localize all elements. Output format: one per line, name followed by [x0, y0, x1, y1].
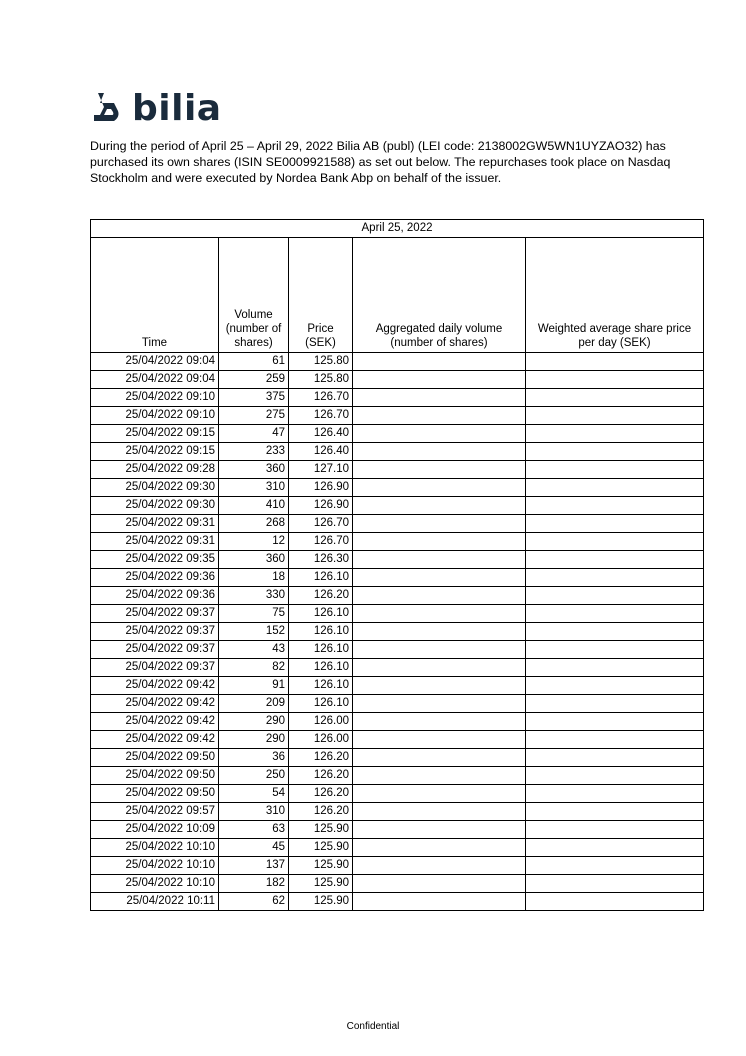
volume-cell: 54 [219, 785, 289, 803]
volume-cell: 290 [219, 731, 289, 749]
volume-cell: 259 [219, 371, 289, 389]
weighted-price-cell [526, 749, 704, 767]
volume-cell: 152 [219, 623, 289, 641]
aggregated-volume-cell [353, 425, 526, 443]
time-cell: 25/04/2022 09:42 [91, 677, 219, 695]
aggregated-volume-cell [353, 821, 526, 839]
volume-cell: 182 [219, 875, 289, 893]
aggregated-volume-cell [353, 785, 526, 803]
weighted-price-cell [526, 713, 704, 731]
price-cell: 125.90 [289, 821, 353, 839]
weighted-price-cell [526, 893, 704, 911]
weighted-price-cell [526, 479, 704, 497]
table-row [91, 425, 704, 443]
volume-cell: 360 [219, 461, 289, 479]
price-cell: 125.90 [289, 875, 353, 893]
volume-cell: 250 [219, 767, 289, 785]
time-cell: 25/04/2022 09:15 [91, 443, 219, 461]
price-cell: 125.90 [289, 893, 353, 911]
weighted-price-cell [526, 731, 704, 749]
time-cell: 25/04/2022 09:37 [91, 659, 219, 677]
table-row [91, 479, 704, 497]
table-row [91, 497, 704, 515]
volume-cell: 82 [219, 659, 289, 677]
weighted-price-cell [526, 839, 704, 857]
table-row [91, 533, 704, 551]
aggregated-volume-cell [353, 749, 526, 767]
table-row [91, 803, 704, 821]
aggregated-volume-cell [353, 461, 526, 479]
time-cell: 25/04/2022 10:09 [91, 821, 219, 839]
time-cell: 25/04/2022 10:11 [91, 893, 219, 911]
weighted-price-cell [526, 785, 704, 803]
weighted-price-cell [526, 425, 704, 443]
time-cell: 25/04/2022 09:37 [91, 605, 219, 623]
column-header-aggregated-volume: Aggregated daily volume (number of shares) [353, 238, 526, 353]
time-cell: 25/04/2022 09:50 [91, 785, 219, 803]
aggregated-volume-cell [353, 641, 526, 659]
table-row [91, 407, 704, 425]
table-row [91, 821, 704, 839]
price-cell: 125.80 [289, 371, 353, 389]
intro-paragraph: During the period of April 25 – April 29, 2022 Bilia AB (publ) (LEI code: 2138002GW5WN1UYZAO32) has purchased its own shares (ISIN SE0009921588) as set out below. The repurchases took place on Nasdaq Stockholm and were executed by Nordea Bank Abp on behalf of the issuer. [90, 139, 671, 186]
weighted-price-cell [526, 443, 704, 461]
time-cell: 25/04/2022 10:10 [91, 839, 219, 857]
aggregated-volume-cell [353, 839, 526, 857]
repurchase-table [90, 219, 704, 911]
aggregated-volume-cell [353, 875, 526, 893]
weighted-price-cell [526, 461, 704, 479]
table-row [91, 857, 704, 875]
time-cell: 25/04/2022 09:10 [91, 389, 219, 407]
price-cell: 126.70 [289, 515, 353, 533]
price-cell: 126.70 [289, 389, 353, 407]
price-cell: 126.20 [289, 785, 353, 803]
volume-cell: 43 [219, 641, 289, 659]
time-cell: 25/04/2022 09:04 [91, 353, 219, 371]
price-cell: 126.10 [289, 569, 353, 587]
price-cell: 126.70 [289, 407, 353, 425]
weighted-price-cell [526, 875, 704, 893]
volume-cell: 47 [219, 425, 289, 443]
weighted-price-cell [526, 371, 704, 389]
weighted-price-cell [526, 587, 704, 605]
volume-cell: 209 [219, 695, 289, 713]
volume-cell: 275 [219, 407, 289, 425]
time-cell: 25/04/2022 09:42 [91, 695, 219, 713]
aggregated-volume-cell [353, 767, 526, 785]
volume-cell: 137 [219, 857, 289, 875]
table-row [91, 587, 704, 605]
aggregated-volume-cell [353, 479, 526, 497]
bilia-logo-icon [90, 91, 126, 127]
volume-cell: 91 [219, 677, 289, 695]
price-cell: 126.20 [289, 587, 353, 605]
time-cell: 25/04/2022 09:37 [91, 623, 219, 641]
bilia-logo [90, 88, 222, 130]
table-row [91, 767, 704, 785]
aggregated-volume-cell [353, 497, 526, 515]
volume-cell: 233 [219, 443, 289, 461]
price-cell: 125.90 [289, 839, 353, 857]
aggregated-volume-cell [353, 389, 526, 407]
table-row [91, 839, 704, 857]
column-header-time: Time [91, 238, 219, 353]
volume-cell: 375 [219, 389, 289, 407]
volume-cell: 410 [219, 497, 289, 515]
price-cell: 126.00 [289, 731, 353, 749]
weighted-price-cell [526, 803, 704, 821]
aggregated-volume-cell [353, 857, 526, 875]
time-cell: 25/04/2022 09:28 [91, 461, 219, 479]
price-cell: 126.20 [289, 767, 353, 785]
table-row [91, 731, 704, 749]
price-cell: 127.10 [289, 461, 353, 479]
aggregated-volume-cell [353, 371, 526, 389]
volume-cell: 61 [219, 353, 289, 371]
price-cell: 126.10 [289, 677, 353, 695]
volume-cell: 268 [219, 515, 289, 533]
time-cell: 25/04/2022 09:31 [91, 515, 219, 533]
volume-cell: 310 [219, 479, 289, 497]
footer-confidential: Confidential [346, 1021, 400, 1032]
aggregated-volume-cell [353, 533, 526, 551]
price-cell: 126.40 [289, 425, 353, 443]
aggregated-volume-cell [353, 893, 526, 911]
weighted-price-cell [526, 407, 704, 425]
weighted-price-cell [526, 659, 704, 677]
aggregated-volume-cell [353, 605, 526, 623]
price-cell: 126.20 [289, 749, 353, 767]
aggregated-volume-cell [353, 569, 526, 587]
table-row [91, 623, 704, 641]
weighted-price-cell [526, 569, 704, 587]
weighted-price-cell [526, 857, 704, 875]
aggregated-volume-cell [353, 551, 526, 569]
time-cell: 25/04/2022 09:30 [91, 479, 219, 497]
table-row [91, 641, 704, 659]
time-cell: 25/04/2022 09:57 [91, 803, 219, 821]
date-header: April 25, 2022 [91, 220, 704, 238]
volume-cell: 18 [219, 569, 289, 587]
table-row [91, 893, 704, 911]
price-cell: 126.30 [289, 551, 353, 569]
table-row [91, 713, 704, 731]
weighted-price-cell [526, 533, 704, 551]
volume-cell: 75 [219, 605, 289, 623]
table-row [91, 569, 704, 587]
volume-cell: 62 [219, 893, 289, 911]
weighted-price-cell [526, 353, 704, 371]
time-cell: 25/04/2022 09:36 [91, 587, 219, 605]
logo-wordmark: bilia [132, 88, 222, 129]
time-cell: 25/04/2022 09:37 [91, 641, 219, 659]
table-row [91, 515, 704, 533]
aggregated-volume-cell [353, 353, 526, 371]
volume-cell: 12 [219, 533, 289, 551]
weighted-price-cell [526, 623, 704, 641]
table-row [91, 605, 704, 623]
price-cell: 125.80 [289, 353, 353, 371]
table-row [91, 371, 704, 389]
aggregated-volume-cell [353, 515, 526, 533]
aggregated-volume-cell [353, 659, 526, 677]
volume-cell: 310 [219, 803, 289, 821]
aggregated-volume-cell [353, 713, 526, 731]
aggregated-volume-cell [353, 803, 526, 821]
table-row [91, 389, 704, 407]
volume-cell: 330 [219, 587, 289, 605]
weighted-price-cell [526, 677, 704, 695]
table-row [91, 443, 704, 461]
time-cell: 25/04/2022 09:50 [91, 749, 219, 767]
table-row [91, 353, 704, 371]
time-cell: 25/04/2022 09:42 [91, 713, 219, 731]
table-row [91, 875, 704, 893]
table-row [91, 461, 704, 479]
volume-cell: 36 [219, 749, 289, 767]
column-header-row [91, 238, 704, 353]
table-row [91, 659, 704, 677]
time-cell: 25/04/2022 10:10 [91, 875, 219, 893]
price-cell: 126.10 [289, 659, 353, 677]
table-row [91, 785, 704, 803]
price-cell: 126.70 [289, 533, 353, 551]
volume-cell: 63 [219, 821, 289, 839]
price-cell: 125.90 [289, 857, 353, 875]
column-header-price: Price (SEK) [289, 238, 353, 353]
weighted-price-cell [526, 821, 704, 839]
time-cell: 25/04/2022 09:10 [91, 407, 219, 425]
time-cell: 25/04/2022 09:31 [91, 533, 219, 551]
price-cell: 126.10 [289, 605, 353, 623]
column-header-weighted-price: Weighted average share price per day (SEK) [526, 238, 704, 353]
weighted-price-cell [526, 767, 704, 785]
price-cell: 126.20 [289, 803, 353, 821]
table-row [91, 677, 704, 695]
time-cell: 25/04/2022 09:35 [91, 551, 219, 569]
time-cell: 25/04/2022 09:50 [91, 767, 219, 785]
table-row [91, 551, 704, 569]
weighted-price-cell [526, 515, 704, 533]
time-cell: 25/04/2022 09:30 [91, 497, 219, 515]
aggregated-volume-cell [353, 731, 526, 749]
aggregated-volume-cell [353, 695, 526, 713]
price-cell: 126.90 [289, 479, 353, 497]
weighted-price-cell [526, 641, 704, 659]
price-cell: 126.00 [289, 713, 353, 731]
time-cell: 25/04/2022 09:36 [91, 569, 219, 587]
weighted-price-cell [526, 605, 704, 623]
weighted-price-cell [526, 551, 704, 569]
time-cell: 25/04/2022 09:15 [91, 425, 219, 443]
aggregated-volume-cell [353, 407, 526, 425]
aggregated-volume-cell [353, 443, 526, 461]
volume-cell: 360 [219, 551, 289, 569]
price-cell: 126.40 [289, 443, 353, 461]
table-row [91, 695, 704, 713]
price-cell: 126.10 [289, 695, 353, 713]
volume-cell: 290 [219, 713, 289, 731]
price-cell: 126.10 [289, 641, 353, 659]
time-cell: 25/04/2022 10:10 [91, 857, 219, 875]
time-cell: 25/04/2022 09:04 [91, 371, 219, 389]
table-row [91, 749, 704, 767]
price-cell: 126.10 [289, 623, 353, 641]
price-cell: 126.90 [289, 497, 353, 515]
weighted-price-cell [526, 497, 704, 515]
weighted-price-cell [526, 389, 704, 407]
volume-cell: 45 [219, 839, 289, 857]
aggregated-volume-cell [353, 587, 526, 605]
weighted-price-cell [526, 695, 704, 713]
time-cell: 25/04/2022 09:42 [91, 731, 219, 749]
aggregated-volume-cell [353, 677, 526, 695]
column-header-volume: Volume (number of shares) [219, 238, 289, 353]
aggregated-volume-cell [353, 623, 526, 641]
